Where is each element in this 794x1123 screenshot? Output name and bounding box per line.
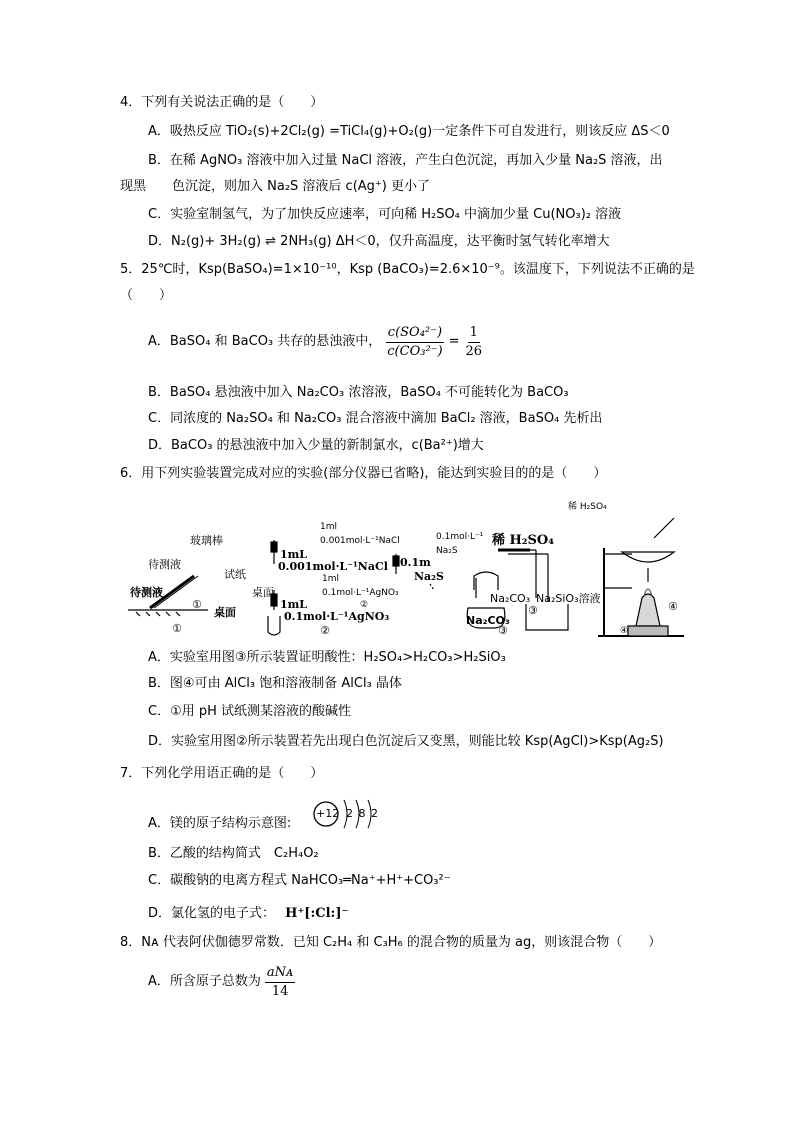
question-7-option-d [148,905,348,923]
agno3-volume-label-bold: 1mL [280,598,308,611]
question-4-option-b-line2: 现黑 色沉淀，则加入 Na₂S 溶液后 c(Ag⁺) 更小了 [120,179,430,194]
na2co3-label: Na₂CO₃ [490,592,531,605]
desktop-label: 桌面 [252,586,274,599]
electron-shells: 2 8 2 [346,807,379,820]
figure-4-drawing [598,518,684,636]
option-a-text: A．所含原子总数为 [148,974,261,989]
test-paper-label: 试纸 [224,568,246,581]
figure-1-number-b: ① [172,622,182,635]
question-4-option-c: C．实验室制氢气，为了加快反应速率，可向稀 H₂SO₄ 中滴加少量 Cu(NO₃)₂ 溶液 [148,207,622,222]
question-4-option-b-line1: B．在稀 AgNO₃ 溶液中加入过量 NaCl 溶液，产生白色沉淀，再加入少量 Na₂S 溶液，出 [148,153,663,168]
question-5-option-c: C．同浓度的 Na₂SO₄ 和 Na₂CO₃ 混合溶液中滴加 BaCl₂ 溶液，BaSO₄ 先析出 [148,411,603,426]
question-4-stem: 4．下列有关说法正确的是（ ） [120,95,324,110]
figure-4-number: ④ [668,600,678,613]
question-5-option-b: B．BaSO₄ 悬浊液中加入 Na₂CO₃ 浓溶液，BaSO₄ 不可能转化为 BaCO₃ [148,385,569,400]
question-7-option-a: A．镁的原子结构示意图: [148,816,292,831]
na2s-label: Na₂S [436,546,458,556]
figure-3-number: ③ [528,604,538,617]
result-denominator: 26 [465,343,483,359]
magnesium-atom-diagram [312,798,384,836]
test-liquid-label-bold: 待测液 [130,586,163,599]
question-6-option-b: B．图④可由 AlCl₃ 饱和溶液制备 AlCl₃ 晶体 [148,676,402,691]
hcl-electron-formula: H⁺[:Cl:]⁻ [285,906,349,921]
question-8-stem: 8．Nᴀ 代表阿伏伽德罗常数．已知 C₂H₄ 和 C₃H₆ 的混合物的质量为 ag，则该混合物（ ） [120,935,662,950]
question-5-stem-paren: （ ） [120,288,173,303]
agno3-volume-label: 1ml [322,574,339,584]
option-a-text: A．BaSO₄ 和 BaCO₃ 共存的悬浊液中， [148,334,382,349]
nacl-volume-label: 1ml [320,522,337,532]
question-6-option-d: D．实验室用图②所示装置若先出现白色沉淀后又变黑，则能比较 Ksp(AgCl)>Ksp(Ag₂S) [148,734,664,749]
nacl-volume-label-bold: 1mL [280,548,308,561]
nacl-concentration-label: 0.001mol·L⁻¹NaCl [320,536,400,546]
fraction-denominator: 14 [271,983,289,999]
question-8-option-a [148,962,299,1002]
question-4-option-d: D．N₂(g)+ 3H₂(g) ⇌ 2NH₃(g) ΔH＜0，仅升高温度，达平衡时氢气转化率增大 [148,234,610,249]
result-numerator: 1 [468,324,480,343]
equals-sign: = [448,334,460,349]
nucleus-charge: +12 [316,807,340,820]
glass-rod-label: 玻璃棒 [190,534,223,547]
nacl-concentration-label-bold: 0.001mol·L⁻¹NaCl [278,560,388,573]
figure-1-number: ① [192,598,202,611]
figure-3-number-b: ③ [498,624,508,637]
figure-2-number-b: ② [320,624,330,637]
atom-count-fraction [265,964,295,1001]
fraction-denominator: c(CO₃²⁻) [387,343,443,359]
question-6-stem: 6．用下列实验装置完成对应的实验(部分仪器已省略)，能达到实验目的的是（ ） [120,466,607,481]
option-d-text: D．氯化氢的电子式： [148,906,276,921]
question-6-option-a: A．实验室用图③所示装置证明酸性：H₂SO₄>H₂CO₃>H₂SiO₃ [148,650,506,665]
agno3-concentration-label: 0.1mol·L⁻¹AgNO₃ [322,588,399,598]
na2s-concentration-label: 0.1mol·L⁻¹ [436,532,484,542]
figure-4-number-b: ④ [620,626,629,636]
question-5-stem: 5．25℃时，Ksp(BaSO₄)=1×10⁻¹⁰，Ksp (BaCO₃)=2.6×10⁻⁹。该温度下，下列说法不正确的是 [120,262,695,277]
test-liquid-label: 待测液 [148,558,181,571]
question-7-stem: 7．下列化学用语正确的是（ ） [120,766,324,781]
result-fraction [464,324,485,361]
na2sio3-label: Na₂SiO₃溶液 [536,592,601,605]
concentration-ratio-fraction [385,324,444,361]
figure-2-number: ② [360,600,369,610]
dilute-h2so4-top-label: 稀 H₂SO₄ [568,502,607,512]
na2co3-label-bold: Na₂CO₃ [466,614,510,627]
apparatus-figure [128,498,684,638]
dilute-h2so4-label-bold: 稀 H₂SO₄ [492,533,554,548]
fraction-numerator: c(SO₄²⁻) [386,324,444,343]
question-7-option-c: C．碳酸钠的电离方程式 NaHCO₃═Na⁺+H⁺+CO₃²⁻ [148,873,451,888]
question-4-option-a: A．吸热反应 TiO₂(s)+2Cl₂(g) =TiCl₄(g)+O₂(g)一定条件下可自发进行，则该反应 ΔS＜0 [148,124,670,139]
question-5-option-a [148,322,488,362]
na2s-formula-label-bold: Na₂S [414,570,444,583]
fraction-numerator: aNᴀ [265,964,295,983]
question-7-option-b: B．乙酸的结构简式 C₂H₄O₂ [148,846,319,861]
question-5-option-d: D．BaCO₃ 的悬浊液中加入少量的新制氯水，c(Ba²⁺)增大 [148,438,484,453]
na2s-volume-label-bold: 0.1m [400,556,431,569]
agno3-concentration-label-bold: 0.1mol·L⁻¹AgNO₃ [284,610,390,623]
question-6-option-c: C．①用 pH 试纸测某溶液的酸碱性 [148,704,352,719]
desktop-label-bold: 桌面 [214,606,236,619]
